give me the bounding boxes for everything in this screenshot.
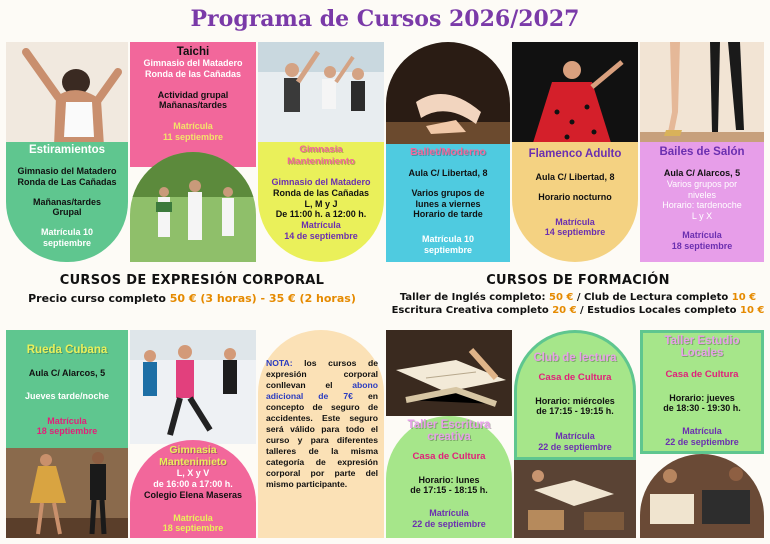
section-heading: CURSOS DE FORMACIÓN: [486, 273, 670, 288]
formacion-price-line-2: Escritura Creativa completo 20 € / Estudios Locales completo 10 €: [391, 305, 765, 316]
card-title: Gimnasia: [169, 444, 217, 456]
card-line: Gimnasio del Matadero: [271, 177, 371, 187]
card-taichi: [130, 42, 256, 262]
card-line: Ronda de las Cañadas: [272, 187, 370, 198]
card-title: Club de lectura: [533, 352, 617, 364]
section-expresion: [0, 273, 384, 305]
card-line: Horario: tardenoche: [662, 200, 742, 211]
card-line: L, M y J: [304, 198, 338, 209]
card-title: Bailes de Salón: [659, 146, 745, 158]
page-title: Programa de Cursos 2026/2027: [190, 6, 580, 32]
matricula-date: septiembre: [42, 237, 92, 248]
card-title: Taller Estudio: [664, 335, 740, 347]
card-title: Ballet/Moderno: [410, 146, 486, 158]
card-rueda-cubana: [6, 330, 128, 538]
photo-ballet: [386, 42, 510, 148]
formacion-price-line-1: Taller de Inglés completo: 50 € / Club de Lectura completo 10 €: [399, 292, 757, 303]
card-place: Casa de Cultura: [665, 369, 739, 380]
photo-taichi: [130, 152, 256, 262]
matricula-label: Matrícula: [555, 216, 595, 227]
card-title-2: Mantenimieto: [159, 456, 227, 469]
matricula-date: 14 septiembre: [544, 227, 606, 238]
card-line: Ronda de las Cañadas: [144, 68, 242, 79]
price-label: Precio curso completo: [28, 292, 170, 305]
card-place: Casa de Cultura: [412, 451, 486, 462]
card-line: Horario: miércoles: [535, 395, 615, 406]
card-line: Mañanas/tardes: [158, 100, 228, 111]
card-line: Colegio Elena Maseras: [143, 489, 243, 500]
card-estiramientos: [6, 42, 128, 262]
card-line: Actividad grupal: [157, 89, 229, 100]
matricula-label: Matrícula 10: [40, 227, 94, 238]
card-line: lunes a viernes: [415, 198, 481, 209]
matricula-date: 18 septiembre: [36, 426, 98, 437]
section-heading: CURSOS DE EXPRESIÓN CORPORAL: [59, 273, 325, 288]
photo-gym-steps: [130, 330, 256, 444]
photo-study-desk: [640, 454, 764, 538]
photo-stretching: [6, 42, 128, 146]
photo-rueda-dance: [6, 448, 128, 538]
card-line: Ronda de Las Cañadas: [17, 176, 117, 187]
card-place: Casa de Cultura: [538, 372, 612, 383]
card-line: L y X: [691, 211, 713, 222]
card-bailes-salon: [640, 42, 764, 262]
card-estudio-locales: [640, 330, 764, 538]
matricula-date: 22 de septiembre: [412, 518, 486, 529]
card-line: Aula C/ Libertad, 8: [408, 168, 488, 178]
card-line: Aula C/ Alarcos, 5: [663, 168, 741, 178]
matricula-label: Matrícula: [555, 431, 595, 442]
card-title: Rueda Cubana: [26, 344, 108, 356]
card-line: de 16:00 a 17:00 h.: [153, 478, 233, 489]
card-club-lectura: [514, 330, 636, 538]
matricula-date: septiembre: [423, 244, 473, 255]
photo-flamenco: [512, 42, 638, 146]
photo-writing: [386, 330, 512, 416]
card-line: Horario: jueves: [669, 392, 735, 403]
matricula-date: 18 septiembre: [671, 240, 733, 251]
matricula-date: 22 de septiembre: [665, 436, 739, 447]
card-title: Gimnasia: [299, 144, 343, 155]
card-title: Taichi: [176, 46, 210, 58]
price-value: 50 € (3 horas) - 35 € (2 horas): [169, 292, 356, 305]
card-line: Mañanas/tardes: [32, 196, 102, 207]
card-line: Varios grupos de: [411, 187, 485, 198]
card-escritura-creativa: [386, 330, 512, 538]
card-flamenco: [512, 42, 638, 262]
photo-gym-class: [258, 42, 384, 146]
matricula-label: Matrícula: [301, 220, 341, 231]
card-line: Jueves tarde/noche: [24, 390, 110, 401]
matricula-label: Matrícula: [682, 229, 722, 240]
card-title: Estiramientos: [28, 144, 106, 156]
card-title-2: Locales: [680, 346, 724, 359]
matricula-label: Matrícula: [173, 512, 213, 523]
card-line: Horario nocturno: [538, 191, 612, 202]
card-line: L, X y V: [176, 468, 210, 479]
card-title-2: creativa: [427, 430, 471, 443]
matricula-label: Matrícula 10: [421, 234, 475, 245]
matricula-date: 14 de septiembre: [284, 230, 358, 241]
card-line: Aula C/ Alarcos, 5: [28, 368, 106, 378]
matricula-date: 22 de septiembre: [538, 441, 612, 452]
card-line: Aula C/ Libertad, 8: [535, 172, 615, 182]
card-line: Grupal: [52, 207, 82, 218]
card-line: Gimnasio del Matadero: [17, 166, 117, 176]
matricula-label: Matrícula: [47, 415, 87, 426]
nota-box: [258, 330, 384, 538]
card-line: Gimnasio del Matadero: [143, 58, 243, 68]
card-title: Flamenco Adulto: [528, 148, 622, 160]
card-ballet-moderno: [386, 42, 510, 262]
matricula-label: Matrícula: [429, 508, 469, 519]
card-line: Horario: lunes: [418, 474, 480, 485]
card-line: niveles: [687, 189, 716, 200]
card-line: de 17:15 - 19:15 h.: [536, 406, 614, 417]
matricula-date: 11 septiembre: [162, 131, 224, 142]
card-line: de 17:15 - 18:15 h.: [410, 485, 488, 496]
card-line: Varios grupos por: [666, 178, 738, 189]
card-gimnasia-tarde: [130, 330, 256, 538]
photo-ballroom: [640, 42, 764, 146]
card-gimnasia-mantenimiento: [258, 42, 384, 262]
card-title: Taller Escritura: [407, 419, 491, 431]
matricula-date: 18 septiembre: [162, 523, 224, 534]
nota-text: NOTA: los cursos de expresión corporal conllevan el abono adicional de 7€ en concepto de seguro de accidentes. Este seguro será válido para todo el curso y para diferentes talleres de la misma categoría de expresión corporal por parte del mismo participante.: [266, 358, 378, 489]
card-line: Horario de tarde: [413, 209, 483, 220]
matricula-label: Matrícula: [173, 121, 213, 132]
card-title-2: Mantenimiento: [287, 155, 355, 167]
section-formacion: [386, 273, 770, 316]
photo-reading: [514, 460, 636, 538]
card-line: De 11:00 h. a 12:00 h.: [275, 209, 367, 220]
matricula-label: Matrícula: [682, 426, 722, 437]
nota-label: NOTA:: [266, 358, 293, 368]
nota-highlight: abono adicional de 7€: [266, 380, 378, 401]
card-line: de 18:30 - 19:30 h.: [663, 403, 741, 414]
